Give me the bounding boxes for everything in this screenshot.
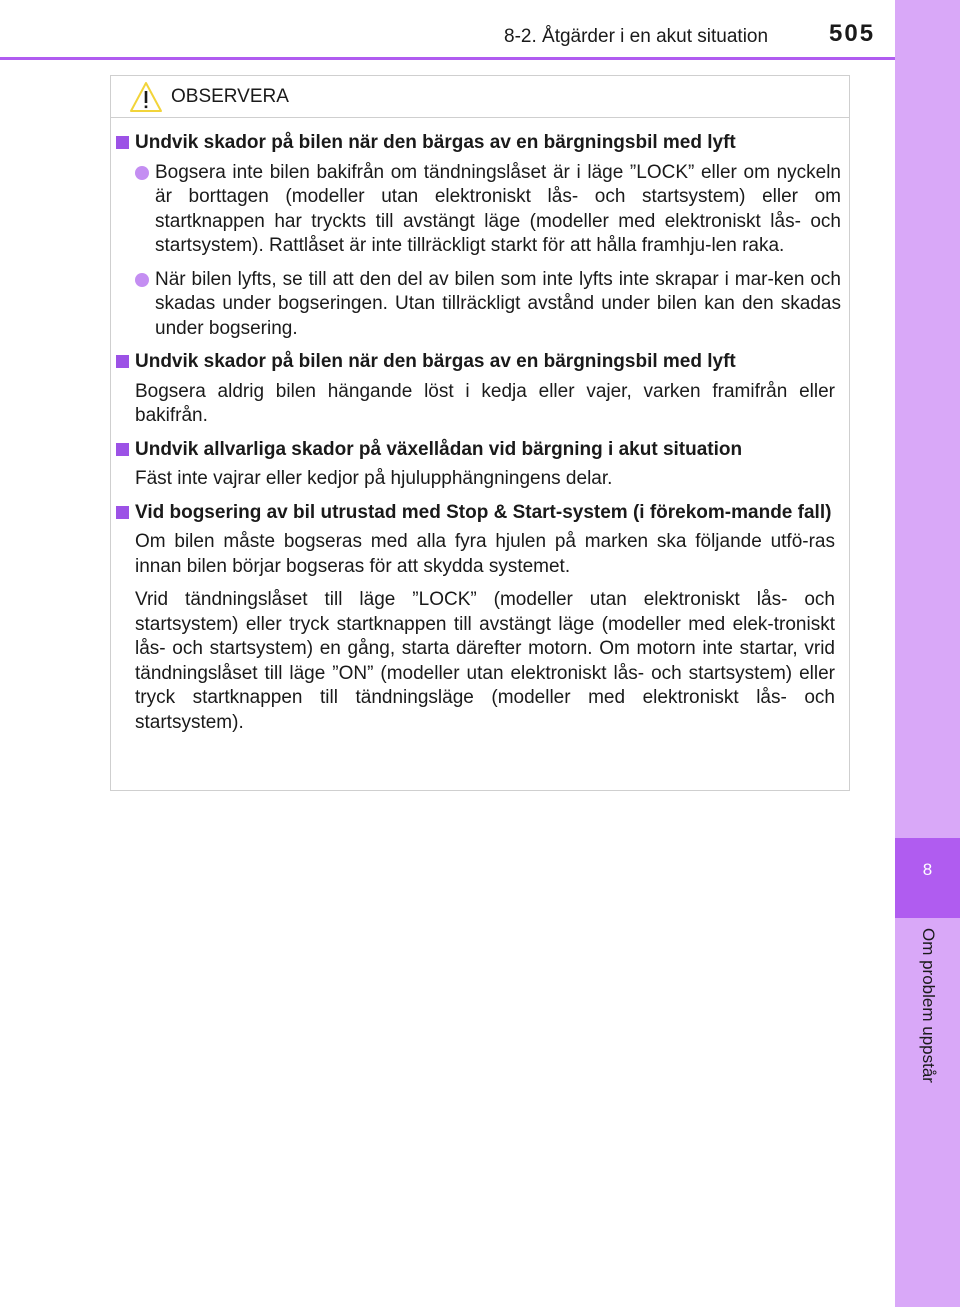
heading-text: Undvik allvarliga skador på växellådan vid bärgning i akut situation xyxy=(135,438,743,460)
bullet-text: Bogsera inte bilen bakifrån om tändningslåset är i läge ”LOCK” eller om nyckeln är borttagen (modeller utan elektroniskt lås- och startsystem) eller om startknappen har tryckts till avstängt läge (modeller med elektroniskt lås- och startsystem). Rattlåset är inte tillräckligt starkt för att hålla framhju-len raka. xyxy=(155,161,841,256)
notice-heading-4 xyxy=(116,501,841,526)
notice-bullet-1 xyxy=(116,161,841,259)
header-rule xyxy=(0,57,895,60)
heading-text: Undvik skador på bilen när den bärgas av en bärgningsbil med lyft xyxy=(135,351,736,372)
notice-content xyxy=(116,131,841,744)
square-bullet-icon xyxy=(116,355,129,368)
notice-heading-3 xyxy=(116,438,841,463)
bullet-text: När bilen lyfts, se till att den del av bilen som inte lyfts inte skrapar i mar-ken och skadas under bogseringen. Utan tillräckligt avstånd under bilen kan den skadas under bogsering. xyxy=(155,268,841,339)
chapter-title: Om problem uppstår xyxy=(919,928,938,1083)
page-header xyxy=(0,0,895,60)
notice-header xyxy=(111,76,849,118)
square-bullet-icon xyxy=(116,443,129,456)
circle-bullet-icon xyxy=(135,273,149,287)
notice-box xyxy=(110,75,850,791)
chapter-side-tab xyxy=(895,0,960,1307)
warning-triangle-icon xyxy=(129,81,163,113)
heading-text: Undvik skador på bilen när den bärgas av en bärgningsbil med lyft xyxy=(135,132,736,153)
notice-paragraph-3: Fäst inte vajrar eller kedjor på hjulupphängningens delar. xyxy=(135,468,613,489)
notice-title: OBSERVERA xyxy=(171,86,289,107)
notice-paragraph-4a: Om bilen måste bogseras med alla fyra hjulen på marken ska följande utfö-ras innan bilen börjar bogseras för att skydda systemet. xyxy=(135,531,835,577)
notice-paragraph-4b: Vrid tändningslåset till läge ”LOCK” (modeller utan elektroniskt lås- och startsystem) eller tryck startknappen till avstängt läge (modeller med elek-troniskt lås- och startsystem) en gång, starta därefter motorn. Om motorn inte startar, vrid tändningslåset till läge ”ON” (modeller utan elektroniskt lås- och startsystem) eller tryck startknappen till tändningsläge (modeller med elektroniskt lås- och startsystem). xyxy=(135,589,835,733)
chapter-number: 8 xyxy=(922,860,933,879)
page-number: 505 xyxy=(829,20,876,47)
square-bullet-icon xyxy=(116,506,129,519)
notice-heading-2 xyxy=(116,350,841,375)
square-bullet-icon xyxy=(116,136,129,149)
heading-text: Vid bogsering av bil utrustad med Stop & Start-system (i förekom-mande fall) xyxy=(135,501,832,523)
circle-bullet-icon xyxy=(135,166,149,180)
section-title: 8-2. Åtgärder i en akut situation xyxy=(504,26,769,47)
notice-bullet-2 xyxy=(116,268,841,342)
notice-heading-1 xyxy=(116,131,841,156)
notice-paragraph-2: Bogsera aldrig bilen hängande löst i kedja eller vajer, varken framifrån eller bakifrån. xyxy=(135,380,835,426)
